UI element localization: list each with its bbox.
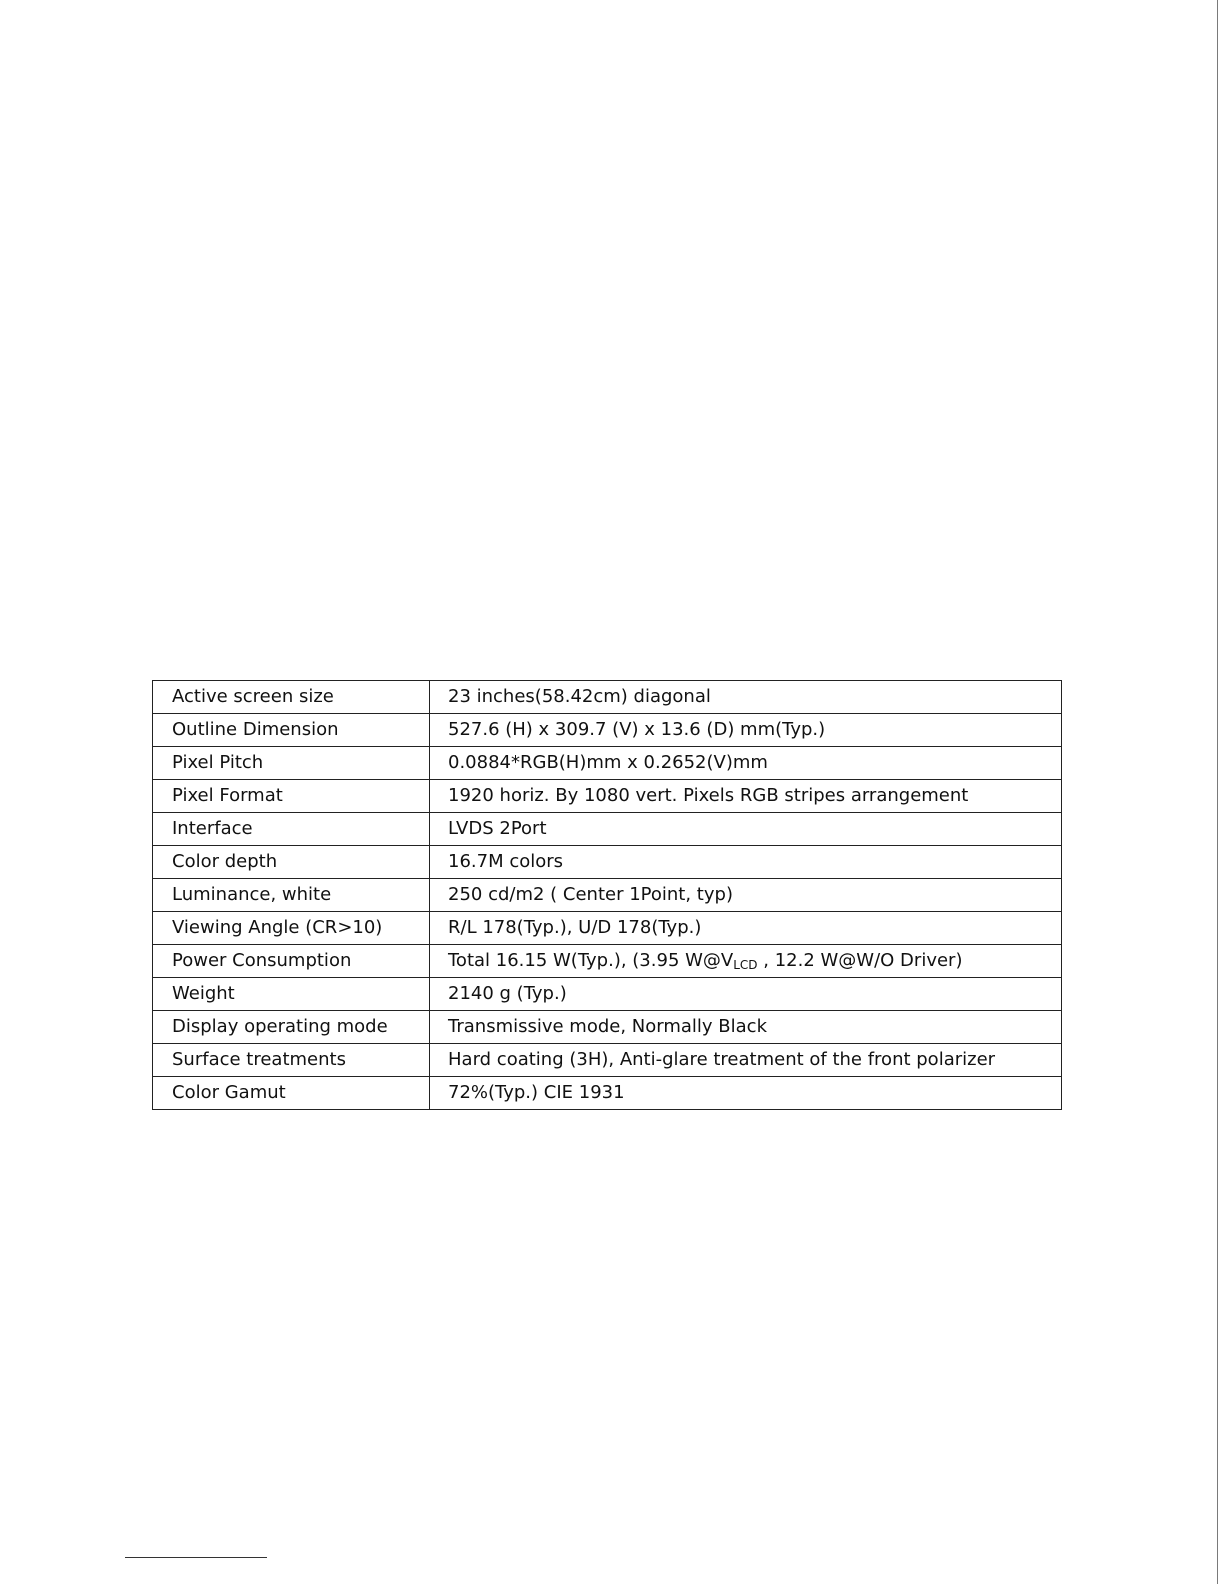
spec-label: Viewing Angle (CR>10) — [153, 912, 430, 945]
spec-label: Weight — [153, 978, 430, 1011]
spec-label: Pixel Pitch — [153, 747, 430, 780]
table-row — [153, 813, 1062, 846]
table-row — [153, 978, 1062, 1011]
spec-value: 250 cd/m2 ( Center 1Point, typ) — [430, 879, 1062, 912]
spec-label: Display operating mode — [153, 1011, 430, 1044]
spec-value: Hard coating (3H), Anti-glare treatment of the front polarizer — [430, 1044, 1062, 1077]
spec-value: 23 inches(58.42cm) diagonal — [430, 681, 1062, 714]
spec-label: Color Gamut — [153, 1077, 430, 1110]
table-row — [153, 1044, 1062, 1077]
table-row — [153, 780, 1062, 813]
spec-label: Outline Dimension — [153, 714, 430, 747]
footnote-separator — [125, 1557, 267, 1558]
specifications-table — [152, 680, 1062, 1110]
power-value-subscript: LCD — [733, 958, 758, 972]
power-value-text-end: , 12.2 W@W/O Driver) — [757, 950, 963, 971]
table-row — [153, 714, 1062, 747]
table-row — [153, 747, 1062, 780]
spec-value: LVDS 2Port — [430, 813, 1062, 846]
spec-value: 1920 horiz. By 1080 vert. Pixels RGB stripes arrangement — [430, 780, 1062, 813]
table-row — [153, 846, 1062, 879]
table-row — [153, 912, 1062, 945]
page-edge-line — [1217, 0, 1218, 1584]
spec-value: 16.7M colors — [430, 846, 1062, 879]
table-row — [153, 945, 1062, 978]
spec-label: Pixel Format — [153, 780, 430, 813]
spec-label: Color depth — [153, 846, 430, 879]
spec-value — [430, 945, 1062, 978]
power-value-text: Total 16.15 W(Typ.), (3.95 W@V — [448, 950, 734, 971]
spec-value: Transmissive mode, Normally Black — [430, 1011, 1062, 1044]
spec-value: 2140 g (Typ.) — [430, 978, 1062, 1011]
table-row — [153, 1077, 1062, 1110]
table-row — [153, 681, 1062, 714]
table-row — [153, 1011, 1062, 1044]
spec-label: Interface — [153, 813, 430, 846]
spec-value: 0.0884*RGB(H)mm x 0.2652(V)mm — [430, 747, 1062, 780]
spec-label: Power Consumption — [153, 945, 430, 978]
spec-label: Luminance, white — [153, 879, 430, 912]
spec-value: 527.6 (H) x 309.7 (V) x 13.6 (D) mm(Typ.) — [430, 714, 1062, 747]
spec-label: Surface treatments — [153, 1044, 430, 1077]
spec-value: R/L 178(Typ.), U/D 178(Typ.) — [430, 912, 1062, 945]
spec-label: Active screen size — [153, 681, 430, 714]
spec-value: 72%(Typ.) CIE 1931 — [430, 1077, 1062, 1110]
table-row — [153, 879, 1062, 912]
